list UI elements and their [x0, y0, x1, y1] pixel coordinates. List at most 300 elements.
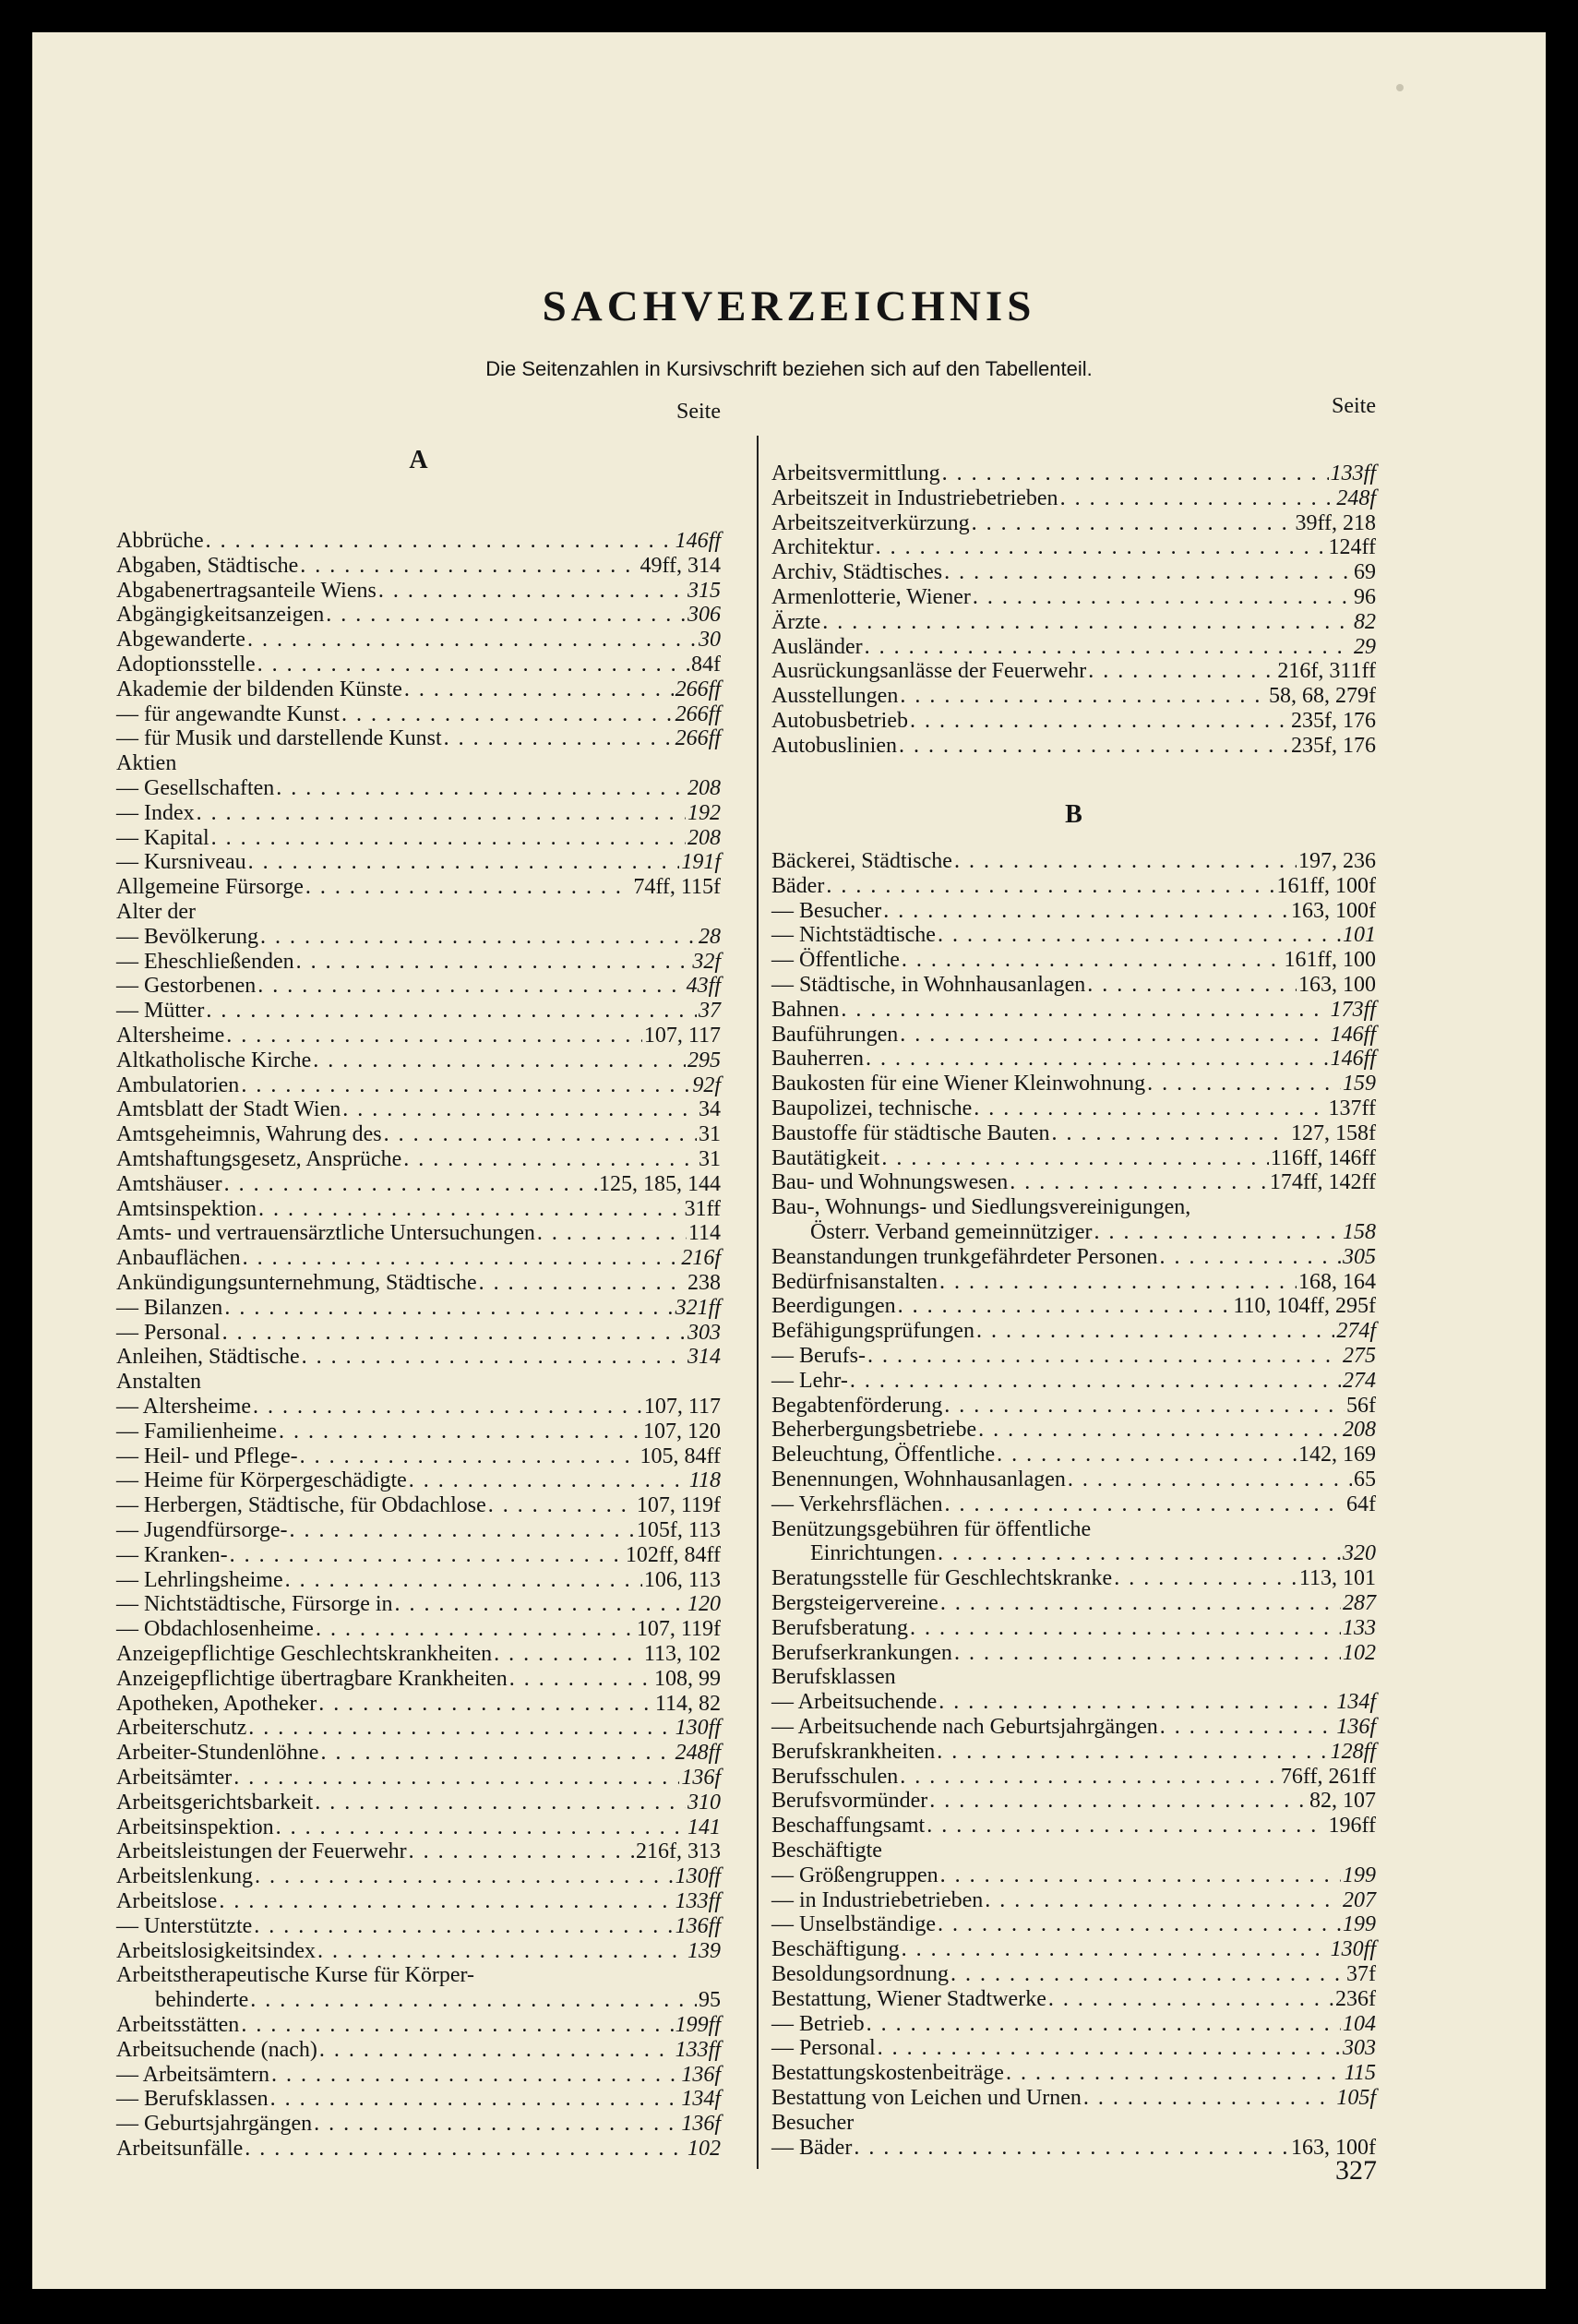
dot-leader [865, 635, 1352, 660]
index-entry [771, 1195, 1376, 1220]
index-entry [116, 1024, 721, 1048]
index-entry [116, 1716, 721, 1741]
dot-leader [938, 1541, 1341, 1566]
index-entry [771, 1863, 1376, 1888]
entry-term: Befähigungsprüfungen [771, 1319, 974, 1344]
entry-term: Beratungsstelle für Geschlechtskranke [771, 1566, 1113, 1591]
entry-page: 275 [1343, 1344, 1376, 1368]
entry-page: 161ff, 100f [1276, 873, 1376, 898]
entry-term: Arbeitsunfälle [116, 2137, 244, 2161]
entry-term: — Städtische, in Wohnhausanlagen [771, 973, 1086, 997]
entry-term: Anbauflächen [116, 1246, 241, 1271]
entry-page: 141 [687, 1815, 721, 1839]
entry-term: Abgabenertragsanteile Wiens [116, 578, 377, 603]
entry-page: 174ff, 142ff [1269, 1170, 1376, 1195]
entry-term: Beerdigungen [771, 1294, 896, 1319]
dot-leader [938, 1912, 1341, 1937]
entry-term: Bedürfnisanstalten [771, 1269, 938, 1294]
entry-page: 105, 84ff [640, 1444, 721, 1468]
entry-term: Autobuslinien [771, 733, 897, 758]
entry-term: Bau-, Wohnungs- und Siedlungsvereinigungen, [771, 1195, 1191, 1220]
entry-page: 107, 117 [643, 1024, 721, 1048]
entry-term: — Lehrlingsheime [116, 1567, 283, 1592]
index-entry [116, 1122, 721, 1147]
entry-page: 30 [699, 628, 721, 653]
index-entry [771, 684, 1376, 709]
entry-term: — Bäder [771, 2135, 853, 2160]
entry-term: — Jugendfürsorge- [116, 1518, 288, 1542]
entry-term: Ärzte [771, 609, 821, 634]
entry-page: 39ff, 218 [1295, 510, 1376, 535]
dot-leader [409, 1839, 634, 1864]
entry-term: — Öffentliche [771, 948, 900, 973]
index-entry [771, 1369, 1376, 1394]
paper-spot [1396, 84, 1404, 91]
entry-page: 287 [1343, 1591, 1376, 1615]
entry-page: 197, 236 [1298, 849, 1376, 873]
dot-leader [248, 1716, 673, 1741]
entry-page: 105f [1336, 2086, 1376, 2110]
dot-leader [1083, 2086, 1334, 2111]
entry-term: Arbeitsleistungen der Feuerwehr [116, 1839, 407, 1864]
index-entry [116, 2013, 721, 2038]
left-column [116, 32, 721, 2289]
dot-leader [276, 776, 686, 801]
index-entry [116, 1667, 721, 1692]
entry-term: Beschäftigung [771, 1937, 900, 1962]
index-entry [116, 900, 721, 925]
dot-leader [850, 1369, 1341, 1394]
entry-page: 305 [1343, 1244, 1376, 1269]
entry-page: 124ff [1328, 535, 1376, 560]
entry-page: 125, 185, 144 [599, 1171, 721, 1196]
entry-page: 108, 99 [654, 1666, 721, 1691]
dot-leader [444, 726, 674, 751]
entry-term: Beanstandungen trunkgefährdeter Personen [771, 1244, 1158, 1269]
dot-leader [973, 585, 1352, 610]
entry-term: Beleuchtung, Öffentliche [771, 1443, 996, 1467]
dot-leader [313, 1048, 686, 1073]
index-entry [771, 461, 1376, 486]
entry-page: 216f [681, 1246, 721, 1271]
entry-term: — Betrieb [771, 2011, 865, 2036]
index-entry [771, 1937, 1376, 1962]
entry-page: 82 [1354, 609, 1376, 634]
entry-term: — Kranken- [116, 1542, 228, 1567]
index-page [32, 32, 1546, 2289]
dot-leader [230, 1543, 624, 1568]
column-divider [757, 436, 759, 2169]
dot-leader [206, 999, 697, 1024]
entry-page: 306 [687, 603, 721, 628]
entry-term: Bauführungen [771, 1022, 899, 1047]
entry-page: 208 [687, 776, 721, 800]
entry-page: 199 [1343, 1863, 1376, 1887]
dot-leader [944, 560, 1352, 585]
entry-term: Bestattung von Leichen und Urnen [771, 2086, 1082, 2110]
entry-page: 314 [687, 1345, 721, 1370]
entry-page: 34 [699, 1097, 721, 1122]
entry-page: 104 [1343, 2011, 1376, 2036]
index-entry [771, 1418, 1376, 1443]
entry-page: 29 [1354, 634, 1376, 659]
entry-term: — Berufs- [771, 1344, 866, 1368]
entry-term: Adoptionsstelle [116, 653, 256, 677]
index-entry [116, 1939, 721, 1964]
entry-page: 130ff [675, 1716, 721, 1741]
dot-leader [898, 1294, 1232, 1319]
entry-term: Arbeitslose [116, 1889, 218, 1913]
index-entry [771, 610, 1376, 635]
index-entry [771, 585, 1376, 610]
entry-term: Besoldungsordnung [771, 1962, 949, 1986]
page-title: SACHVERZEICHNIS [542, 282, 1036, 330]
entry-term: Aktien [116, 751, 177, 776]
dot-leader [537, 1221, 687, 1246]
dot-leader [300, 1444, 639, 1469]
entry-page: 274 [1343, 1368, 1376, 1393]
entry-term: — Personal [116, 1320, 221, 1345]
entry-page: 158 [1343, 1220, 1376, 1244]
entry-term: Benützungsgebühren für öffentliche [771, 1516, 1092, 1541]
entry-page: 216f, 311ff [1277, 659, 1376, 684]
index-entry [771, 1047, 1376, 1072]
entry-page: 127, 158f [1291, 1120, 1376, 1145]
dot-leader [976, 1319, 1334, 1344]
dot-leader [302, 1345, 686, 1370]
dot-leader [320, 1741, 673, 1766]
entry-page: 136f [681, 2062, 721, 2087]
entry-term: Amtsblatt der Stadt Wien [116, 1097, 341, 1122]
index-entry [116, 1766, 721, 1791]
dot-leader [944, 1492, 1345, 1517]
dot-leader [241, 1073, 690, 1098]
index-entry [116, 1468, 721, 1493]
entry-term: — Mütter [116, 999, 205, 1024]
entry-page: 114 [687, 1221, 721, 1246]
index-entry [771, 1616, 1376, 1641]
dot-leader [866, 1047, 1329, 1072]
entry-term: — für angewandte Kunst [116, 701, 340, 726]
entry-term: Amts- und vertrauensärztliche Untersuchungen [116, 1221, 535, 1246]
entry-page: 303 [1343, 2036, 1376, 2061]
entry-page: 266ff [675, 726, 721, 751]
dot-leader [206, 529, 674, 554]
entry-page: 168, 164 [1298, 1269, 1376, 1294]
entry-page: 107, 119f [636, 1493, 721, 1518]
dot-leader [276, 1815, 686, 1840]
entry-page: 64f [1346, 1491, 1376, 1516]
dot-leader [950, 1962, 1345, 1987]
dot-leader [270, 2087, 680, 2112]
dot-leader [900, 1765, 1279, 1790]
entry-term: Arbeitsvermittlung [771, 461, 940, 485]
index-entry [771, 2136, 1376, 2161]
entry-term: Bestattungskostenbeiträge [771, 2061, 1004, 2086]
dot-leader [257, 974, 684, 999]
dot-leader [899, 734, 1289, 759]
entry-page: 191f [681, 850, 721, 875]
index-entry [116, 1420, 721, 1444]
entry-page: 133ff [675, 2037, 721, 2062]
entry-term: Altkatholische Kirche [116, 1048, 312, 1072]
entry-page: 146ff [1330, 1047, 1376, 1072]
entry-page: 110, 104ff, 295f [1233, 1294, 1376, 1319]
entry-term: Bäckerei, Städtische [771, 849, 952, 873]
index-entry [116, 1345, 721, 1370]
index-entry [771, 998, 1376, 1023]
index-entry [771, 1344, 1376, 1369]
dot-leader [285, 1568, 642, 1593]
index-entry [771, 923, 1376, 948]
entry-term: — Geburtsjahrgängen [116, 2112, 313, 2137]
entry-page: 235f, 176 [1291, 733, 1376, 758]
entry-page: 102 [687, 2137, 721, 2161]
dot-leader [910, 1616, 1341, 1641]
entry-page: 274f [1336, 1319, 1376, 1344]
entry-term: — Arbeitsuchende [771, 1690, 938, 1715]
dot-leader [479, 1271, 686, 1296]
dot-leader [1051, 1121, 1289, 1146]
entry-page: 142, 169 [1298, 1443, 1376, 1467]
index-entry [771, 1962, 1376, 1987]
entry-term: Bahnen [771, 997, 840, 1022]
entry-page: 235f, 176 [1291, 709, 1376, 733]
index-entry [771, 2086, 1376, 2111]
index-entry [771, 659, 1376, 684]
entry-term: — Besucher [771, 898, 882, 923]
index-entry [771, 1789, 1376, 1814]
dot-leader [1068, 1467, 1352, 1492]
entry-page: 266ff [675, 701, 721, 726]
entry-term: Arbeitstherapeutische Kurse für Körper- [116, 1963, 475, 1988]
entry-term: — Index [116, 800, 195, 825]
entry-page: 310 [687, 1790, 721, 1815]
entry-term: Arbeitszeit in Industriebetrieben [771, 485, 1058, 510]
index-entry [116, 1914, 721, 1939]
entry-term: Anstalten [116, 1370, 201, 1395]
index-entry [116, 677, 721, 702]
index-entry [771, 1641, 1376, 1666]
entry-term: — Herbergen, Städtische, für Obdachlose [116, 1493, 486, 1518]
index-entry [771, 1443, 1376, 1467]
index-entry [771, 1270, 1376, 1295]
entry-term: Arbeitsuchende (nach) [116, 2037, 317, 2062]
index-entry [116, 1147, 721, 1172]
entry-page: 315 [687, 578, 721, 603]
index-entry [771, 899, 1376, 924]
index-entry [771, 1146, 1376, 1171]
dot-leader [317, 1939, 686, 1964]
entry-page: 92f [692, 1072, 721, 1097]
index-entry [116, 1988, 721, 2013]
entry-term: — Lehr- [771, 1368, 848, 1393]
entry-page: 102ff, 84ff [625, 1542, 721, 1567]
index-entry [116, 1864, 721, 1889]
index-entry [116, 2087, 721, 2112]
entry-term: Arbeitsinspektion [116, 1815, 274, 1839]
index-entry [771, 511, 1376, 536]
index-entry [771, 2012, 1376, 2037]
entry-page: 248ff [675, 1741, 721, 1766]
entry-term: — in Industriebetrieben [771, 1887, 984, 1912]
dot-leader [1160, 1715, 1335, 1740]
entry-term: Arbeitslosigkeitsindex [116, 1938, 316, 1963]
entry-page: 69 [1354, 560, 1376, 585]
index-entry [116, 1592, 721, 1617]
entry-term: Bauherren [771, 1047, 864, 1072]
entry-term: Begabtenförderung [771, 1393, 943, 1418]
dot-leader [197, 801, 686, 826]
entry-term: Einrichtungen [810, 1541, 936, 1566]
entry-page: 107, 120 [643, 1419, 721, 1444]
entry-page: 236f [1335, 1986, 1376, 2011]
entry-term: Arbeiter-Stundenlöhne [116, 1741, 319, 1766]
entry-page: 130ff [1330, 1937, 1376, 1962]
entry-term: Allgemeine Fürsorge [116, 875, 304, 900]
index-entry [771, 2111, 1376, 2136]
dot-leader [900, 684, 1267, 709]
dot-leader [403, 1147, 697, 1172]
entry-term: Berufsvormünder [771, 1789, 928, 1814]
entry-page: 82, 107 [1309, 1789, 1376, 1814]
dot-leader [326, 603, 686, 628]
dot-leader [233, 1766, 679, 1791]
entry-page: 28 [699, 924, 721, 949]
index-entry [771, 1121, 1376, 1146]
entry-page: 199 [1343, 1912, 1376, 1937]
entry-page: 163, 100 [1298, 973, 1376, 997]
entry-page: 84f [691, 653, 721, 677]
dot-leader [404, 677, 674, 702]
entry-page: 49ff, 314 [640, 553, 721, 578]
entry-term: Akademie der bildenden Künste [116, 677, 402, 701]
dot-leader [319, 2038, 674, 2063]
index-entry [771, 1690, 1376, 1715]
dot-leader [279, 1420, 641, 1444]
entry-term: Amtshäuser [116, 1171, 222, 1196]
entry-term: Beschaffungsamt [771, 1814, 926, 1839]
entry-page: 118 [688, 1468, 721, 1493]
index-entry [771, 1888, 1376, 1913]
dot-leader [938, 1690, 1334, 1715]
dot-leader [1147, 1072, 1341, 1096]
entry-term: — Größengruppen [771, 1863, 938, 1887]
dot-leader [937, 1740, 1328, 1765]
entry-term: — Kapital [116, 825, 209, 850]
dot-leader [318, 1692, 653, 1717]
entry-term: — Unterstützte [116, 1913, 253, 1938]
index-entry [116, 1815, 721, 1840]
entry-page: 76ff, 261ff [1280, 1764, 1376, 1789]
dot-leader [305, 875, 631, 900]
entry-term: Baustoffe für städtische Bauten [771, 1120, 1050, 1145]
index-entry [116, 1692, 721, 1717]
index-entry [771, 1170, 1376, 1195]
index-entry [771, 1912, 1376, 1937]
dot-leader [902, 1937, 1329, 1962]
dot-leader [926, 1814, 1326, 1839]
entry-term: Ausstellungen [771, 684, 899, 709]
index-entry [771, 1987, 1376, 2012]
index-entry [771, 1839, 1376, 1863]
entry-term: Anleihen, Städtische [116, 1345, 300, 1370]
section-letter-b: B [1065, 800, 1082, 829]
entry-page: 114, 82 [654, 1691, 721, 1716]
dot-leader [222, 1321, 686, 1346]
dot-leader [929, 1789, 1308, 1814]
entry-term: Abgewanderte [116, 628, 245, 653]
dot-leader [211, 826, 686, 851]
dot-leader [822, 610, 1352, 635]
index-entry [116, 2112, 721, 2137]
entry-page: 137ff [1328, 1096, 1376, 1120]
dot-leader [942, 461, 1329, 486]
entry-term: — Heime für Körpergeschädigte [116, 1468, 407, 1493]
dot-leader [224, 1172, 597, 1197]
entry-term: Arbeitsgerichtsbarkeit [116, 1790, 314, 1815]
entry-page: 74ff, 115f [633, 875, 721, 900]
index-entry [771, 1492, 1376, 1517]
index-entry [116, 1543, 721, 1568]
entry-term: Arbeitsämter [116, 1766, 233, 1790]
dot-leader [954, 849, 1297, 874]
entry-page: 134f [681, 2087, 721, 2112]
entry-page: 65 [1354, 1467, 1376, 1491]
index-entry [116, 1568, 721, 1593]
entry-page: 96 [1354, 585, 1376, 609]
dot-leader [509, 1667, 652, 1692]
entry-page: 128ff [1330, 1739, 1376, 1764]
entry-page: 238 [687, 1271, 721, 1295]
dot-leader [902, 948, 1283, 973]
entry-page: 101 [1343, 923, 1376, 948]
index-entry [116, 2137, 721, 2162]
entry-page: 31ff [684, 1196, 721, 1221]
index-entry [771, 734, 1376, 759]
dot-leader [1094, 1220, 1341, 1245]
entry-term: Anzeigepflichtige übertragbare Krankheiten [116, 1666, 508, 1691]
dot-leader [883, 899, 1289, 924]
dot-leader [255, 1864, 674, 1889]
entry-page: 139 [687, 1938, 721, 1963]
entry-page: 134f [1336, 1690, 1376, 1715]
entry-page: 116ff, 146ff [1270, 1145, 1376, 1170]
entry-term: — für Musik und darstellende Kunst [116, 726, 442, 751]
entry-term: Benennungen, Wohnhausanlagen [771, 1467, 1066, 1491]
entry-term: — Altersheime [116, 1395, 251, 1419]
dot-leader [1087, 973, 1297, 998]
seite-heading-left: Seite [676, 400, 721, 424]
dot-leader [1006, 2061, 1343, 2086]
entry-term: — Heil- und Pflege- [116, 1444, 298, 1468]
index-entry [116, 579, 721, 604]
entry-page: 31 [699, 1122, 721, 1147]
index-entry [116, 726, 721, 751]
dot-leader [378, 579, 686, 604]
dot-leader [250, 1988, 697, 2013]
entry-term: Ausländer [771, 634, 863, 659]
index-entry [116, 1963, 721, 1988]
index-entry [116, 999, 721, 1024]
entry-page: 37f [1346, 1962, 1376, 1986]
index-entry [771, 1715, 1376, 1740]
dot-leader [260, 925, 697, 950]
index-entry [116, 2063, 721, 2088]
section-letter-a: A [409, 446, 428, 474]
entry-term: Ambulatorien [116, 1072, 240, 1097]
entry-page: 107, 119f [636, 1617, 721, 1642]
